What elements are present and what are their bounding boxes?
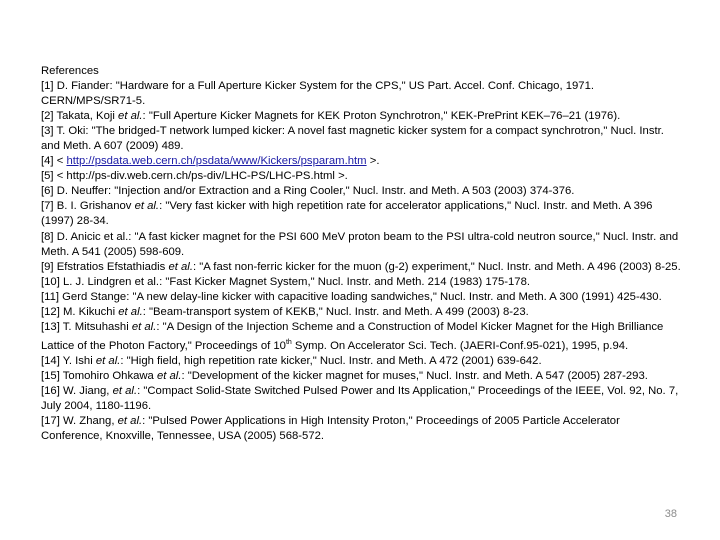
psparam-link[interactable]: http://psdata.web.cern.ch/psdata/www/Kickers/psparam.htm [66, 155, 367, 168]
reference-item: [14] Y. Ishi et al.: "High field, high repetition rate kicker," Nucl. Instr. and Meth. A 472 (2001) 639-642. [41, 354, 542, 367]
reference-item: [12] M. Kikuchi et al.: "Beam-transport system of KEKB," Nucl. Instr. and Meth. A 499 (2003) 8-23. [41, 305, 529, 318]
reference-item: [1] D. Fiander: "Hardware for a Full Aperture Kicker System for the CPS," US Part. Accel. Conf. Chicago, 1971. CERN/MPS/SR71-5. [41, 80, 595, 108]
reference-item: [7] B. I. Grishanov et al.: "Very fast kicker with high repetition rate for accelerator applications," Nucl. Instr. and Meth. A 396 (1997) 28-34. [41, 200, 653, 228]
reference-item: [2] Takata, Koji et al.: "Full Aperture Kicker Magnets for KEK Proton Synchrotron," KEK-PrePrint KEK–76–21 (1976). [41, 110, 621, 123]
reference-item: [4] < http://psdata.web.cern.ch/psdata/www/Kickers/psparam.htm >. [41, 155, 380, 168]
reference-item: [16] W. Jiang, et al.: "Compact Solid-State Switched Pulsed Power and Its Application," Proceedings of the IEEE, Vol. 92, No. 7, July 2004, 1180-1196. [41, 384, 679, 412]
reference-item: [5] < http://ps-div.web.cern.ch/ps-div/LHC-PS/LHC-PS.html >. [41, 170, 348, 183]
reference-item: [6] D. Neuffer: "Injection and/or Extraction and a Ring Cooler," Nucl. Instr. and Meth. A 503 (2003) 374-376. [41, 185, 575, 198]
reference-item: [10] L. J. Lindgren et al.: "Fast Kicker Magnet System," Nucl. Instr. and Meth. 214 (1983) 175-178. [41, 275, 531, 288]
reference-item: [15] Tomohiro Ohkawa et al.: "Development of the kicker magnet for muses," Nucl. Instr. and Meth. A 547 (2005) 287-293. [41, 369, 648, 382]
reference-item: [11] Gerd Stange: "A new delay-line kicker with capacitive loading sandwiches," Nucl. Instr. and Meth. A 300 (1991) 425-430. [41, 290, 662, 303]
reference-item: [13] T. Mitsuhashi et al.: "A Design of the Injection Scheme and a Construction of Model Kicker Magnet for the High Brilliance Lattice of the Photon Factory," Proceedings of 10th Symp. On Accelerator Sci. Tech. (JAERI-Conf.95-021), 1995, p.94. [41, 320, 664, 352]
reference-item: [17] W. Zhang, et al.: "Pulsed Power Applications in High Intensity Proton," Proceedings of 2005 Particle Accelerator Conference, Knoxville, Tennessee, USA (2005) 568-572. [41, 414, 620, 442]
reference-item: [9] Efstratios Efstathiadis et al.: "A fast non-ferric kicker for the muon (g-2) experiment," Nucl. Instr. and Meth. A 496 (2003) 8-25. [41, 260, 681, 273]
reference-item: [8] D. Anicic et al.: "A fast kicker magnet for the PSI 600 MeV proton beam to the PSI ultra-cold neutron source," Nucl. Instr. and Meth. A 541 (2005) 598-609. [41, 230, 679, 258]
references-heading: References [41, 65, 99, 77]
page-number: 38 [664, 508, 677, 520]
reference-item: [3] T. Oki: "The bridged-T network lumped kicker: A novel fast magnetic kicker system for a compact synchrotron," Nucl. Instr. and Meth. A 607 (2009) 489. [41, 125, 664, 153]
references-list [41, 64, 681, 444]
